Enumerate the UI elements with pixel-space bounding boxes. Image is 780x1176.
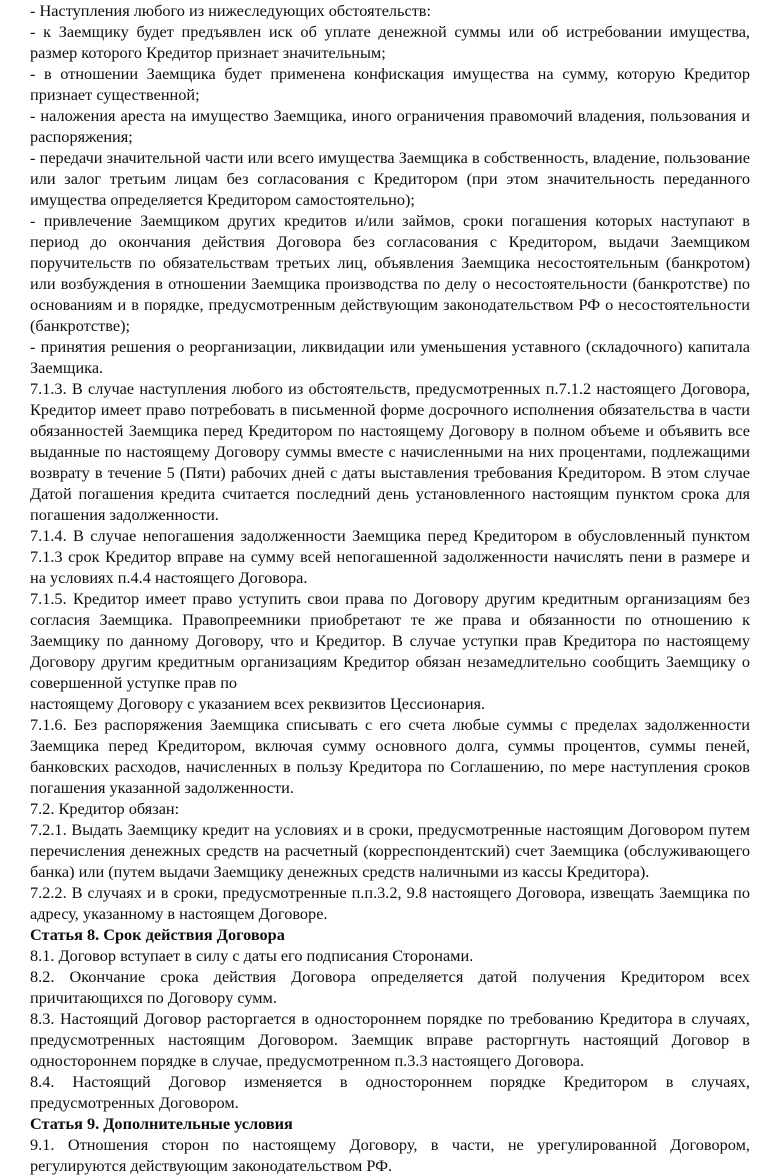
contract-clause-paragraph: - принятия решения о реорганизации, ликвидации или уменьшения уставного (складочного) капитала Заемщика.: [30, 337, 750, 377]
article-9-heading: Статья 9. Дополнительные условия: [30, 1114, 293, 1133]
clause-7-1-5-part-2: настоящему Договору с указанием всех реквизитов Цессионария.: [30, 694, 486, 713]
contract-clause-9-1: 9.1. Отношения сторон по настоящему Договору, в части, не урегулированной Договором, регулируются действующим законодательством РФ.: [30, 1135, 750, 1175]
contract-clause-7-1-5: [30, 588, 750, 714]
clause-7-1-5-part-1: 7.1.5. Кредитор имеет право уступить свои права по Договору другим кредитным организациям без согласия Заемщика. Правопреемники приобретают те же права и обязанности по отношению к Заемщику по данному Договору, что и Кредитор. В случае уступки прав Кредитора по настоящему Договору другим кредитным организациям Кредитор обязан незамедлительно сообщить Заемщику о совершенной уступке прав по: [30, 589, 750, 692]
document-text-body: [30, 0, 750, 1176]
contract-clause-8-3: 8.3. Настоящий Договор расторгается в одностороннем порядке по требованию Кредитора в случаях, предусмотренных настоящим Договором. Заемщик вправе расторгнуть настоящий Договор в одностороннем порядке в случае, предусмотренном п.3.3 настоящего Договора.: [30, 1009, 750, 1070]
contract-clause-7-1-3: 7.1.3. В случае наступления любого из обстоятельств, предусмотренных п.7.1.2 настоящего Договора, Кредитор имеет право потребовать в письменной форме досрочного исполнения обязательства в части обязанностей Заемщика перед Кредитором по настоящему Договору в полном объеме и объявить все выданные по настоящему Договору суммы вместе с начисленными на них процентами, подлежащими возврату в течение 5 (Пяти) рабочих дней с даты выставления требования Кредитором. В этом случае Датой погашения кредита считается последний день установленного настоящим пунктом срока для погашения задолженности.: [30, 379, 750, 524]
contract-clause-7-2-2: 7.2.2. В случаях и в сроки, предусмотренные п.п.3.2, 9.8 настоящего Договора, извещать Заемщика по адресу, указанному в настоящем Договоре.: [30, 883, 750, 923]
contract-clause-7-1-4: 7.1.4. В случае непогашения задолженности Заемщика перед Кредитором в обусловленный пунктом 7.1.3 срок Кредитор вправе на сумму всей непогашенной задолженности начислять пени в размере и на условиях п.4.4 настоящего Договора.: [30, 526, 750, 587]
contract-clause-8-4: 8.4. Настоящий Договор изменяется в одностороннем порядке Кредитором в случаях, предусмотренных Договором.: [30, 1072, 750, 1112]
contract-clause-paragraph: - Наступления любого из нижеследующих обстоятельств:: [30, 1, 432, 20]
contract-clause-8-1: 8.1. Договор вступает в силу с даты его подписания Сторонами.: [30, 946, 474, 965]
article-8-heading: Статья 8. Срок действия Договора: [30, 925, 285, 944]
contract-clause-8-2: 8.2. Окончание срока действия Договора определяется датой получения Кредитором всех причитающихся по Договору сумм.: [30, 967, 750, 1007]
contract-clause-7-2: 7.2. Кредитор обязан:: [30, 799, 180, 818]
contract-clause-7-2-1: 7.2.1. Выдать Заемщику кредит на условиях и в сроки, предусмотренные настоящим Договором путем перечисления денежных средств на расчетный (корреспондентский) счет Заемщика (обслуживающего банка) или (путем выдачи Заемщику денежных средств наличными из кассы Кредитора).: [30, 820, 750, 881]
contract-clause-paragraph: - передачи значительной части или всего имущества Заемщика в собственность, владение, пользование или залог третьим лицам без согласования с Кредитором (при этом значительность переданного имущества определяется Кредитором самостоятельно);: [30, 148, 750, 209]
contract-clause-paragraph: - наложения ареста на имущество Заемщика, иного ограничения правомочий владения, пользования и распоряжения;: [30, 106, 750, 146]
contract-clause-7-1-6: 7.1.6. Без распоряжения Заемщика списывать с его счета любые суммы с пределах задолженности Заемщика перед Кредитором, включая сумму основного долга, суммы процентов, суммы пеней, банковских расходов, начисленных в пользу Кредитора по Соглашению, по мере наступления сроков погашения указанной задолженности.: [30, 715, 750, 797]
contract-clause-paragraph: - к Заемщику будет предъявлен иск об уплате денежной суммы или об истребовании имущества, размер которого Кредитор признает значительным;: [30, 22, 750, 62]
contract-clause-paragraph: - привлечение Заемщиком других кредитов и/или займов, сроки погашения которых наступают в период до окончания действия Договора без согласования с Кредитором, выдачи Заемщиком поручительств по обязательствам третьих лиц, объявления Заемщика несостоятельным (банкротом) или возбуждения в отношении Заемщика производства по делу о несостоятельности (банкротстве) по основаниям и в порядке, предусмотренным действующим законодательством РФ о несостоятельности (банкротстве);: [30, 211, 750, 335]
contract-clause-paragraph: - в отношении Заемщика будет применена конфискация имущества на сумму, которую Кредитор признает существенной;: [30, 64, 750, 104]
